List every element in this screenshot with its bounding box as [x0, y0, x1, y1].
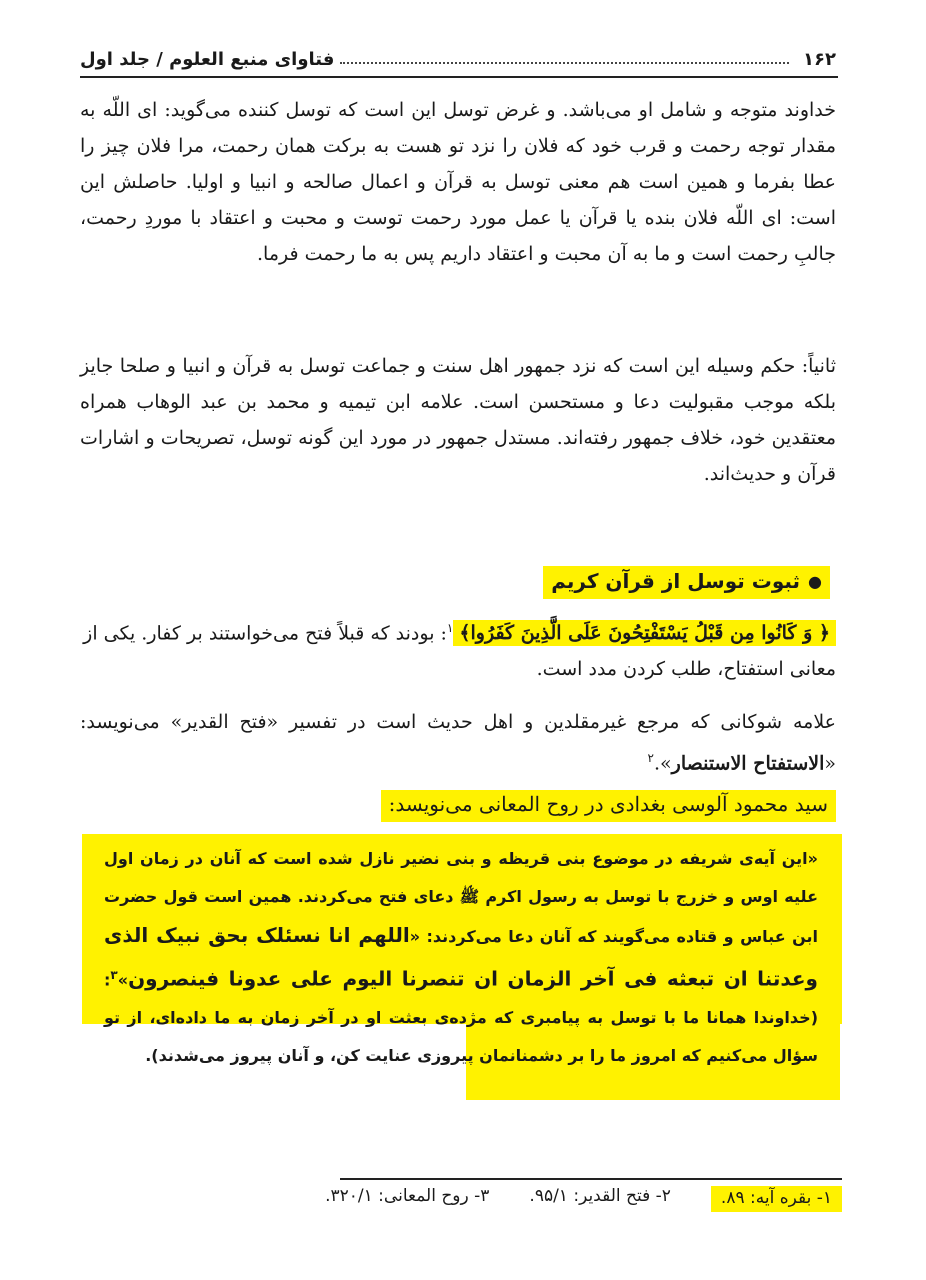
verse-explanation: : بودند که قبلاً فتح می‌خواستند بر کفار. یکی از معانی استفتاح، طلب کردن مدد است. — [83, 622, 836, 681]
shawkani-paragraph — [80, 704, 836, 781]
paragraph-2: ثانیاً: حکم وسیله این است که نزد جمهور اهل سنت و جماعت توسل به قرآن و انبیا و صلحا جایز بلکه موجب مقبولیت دعا و مستحسن است. علامه ابن تیمیه و محمد بن عبد الوهاب همراه معتقدین خود، خلاف جمهور رفته‌اند. مستدل جمهور در مورد این گونه توسل، تصریحات و اشارات قرآن و حدیث‌اند. — [80, 355, 836, 485]
footnote-ref-3: ۳ — [110, 968, 118, 982]
page-number: ۱۶۲ — [803, 49, 836, 70]
verse-line — [80, 610, 836, 687]
footnote-2: ۲- فتح القدیر: ۹۵/۱. — [529, 1186, 671, 1206]
footnote-ref-1: ۱ — [446, 621, 454, 635]
quote-arabic-prayer: اللهم انا نسئلک بحق نبیک الذی وعدتنا ان تبعثه فی آخر الزمان ان تنصرنا الیوم علی عدونا فینصرون — [104, 923, 818, 991]
section-heading — [543, 566, 830, 599]
quote-close: » — [117, 970, 129, 990]
running-title: فتاوای منبع العلوم / جلد اول — [80, 49, 335, 70]
footnote-rule — [340, 1178, 842, 1180]
quote-part-1: «این آیه‌ی شریفه در موضوع بنی قریظه و بنی نضیر نازل شده است که آنان در زمان اول علیه اوس و خزرج با توسل به رسول اکرم ﷺ دعای فتح می‌کردند. همین است قول حضرت ابن عباس و قتاده می‌گویند که آنان دعا می‌کردند: « — [104, 849, 818, 946]
header-dotted-leader — [340, 62, 789, 64]
paragraph-1: خداوند متوجه و شامل او می‌باشد. و غرض توسل این است که توسل کننده می‌گوید: ای اللّه به مقدار توجه رحمت و قرب خود که فلان را نزد تو هست به برکت همان رحمت، مرا فلان چیز را عطا بفرما و همین است هم معنی توسل به قرآن و اعمال صالحه و انبیا و اولیا. حاصلش این است: ای اللّه فلان بنده یا قرآن یا عمل مورد رحمت توست و محبت و اعتقاد با موردِ رحمت، جالبِ رحمت است و ما به آن محبت و اعتقاد داریم پس به ما رحمت فرما. — [80, 99, 836, 265]
shawkani-end: ». — [653, 752, 672, 775]
alusi-intro: سید محمود آلوسی بغدادی در روح المعانی می‌نویسد: — [381, 790, 836, 822]
shawkani-text: علامه شوکانی که مرجع غیرمقلدین و اهل حدیث است در تفسیر «فتح القدیر» می‌نویسد: « — [80, 711, 836, 775]
quran-verse: ﴿ وَ كَانُوا مِن قَبْلُ يَسْتَفْتِحُونَ عَلَى الَّذِينَ كَفَرُوا﴾ — [453, 620, 836, 646]
footnote-ref-2: ۲ — [647, 751, 654, 765]
section-title: ثبوت توسل از قرآن کریم — [551, 569, 801, 593]
alusi-quote — [104, 840, 818, 1075]
running-header — [80, 30, 836, 70]
header-rule — [80, 76, 838, 78]
footnote-1: ۱- بقره آیه: ۸۹. — [711, 1186, 842, 1212]
shawkani-quote: الاستفتاح الاستنصار — [671, 752, 825, 775]
footnote-3: ۳- روح المعانی: ۳۲۰/۱. — [325, 1186, 490, 1206]
quote-part-3: : (خداوندا همانا ما با توسل به پیامبری که مژده‌ی بعثت او در آخر زمان به ما داده‌ای، از تو سؤال می‌کنیم که امروز ما را بر دشمنانمان پیروزی عنایت کن، و آنان پیروز می‌شدند). — [104, 970, 818, 1066]
bullet-icon: ● — [808, 571, 822, 591]
footnotes — [80, 1186, 842, 1212]
